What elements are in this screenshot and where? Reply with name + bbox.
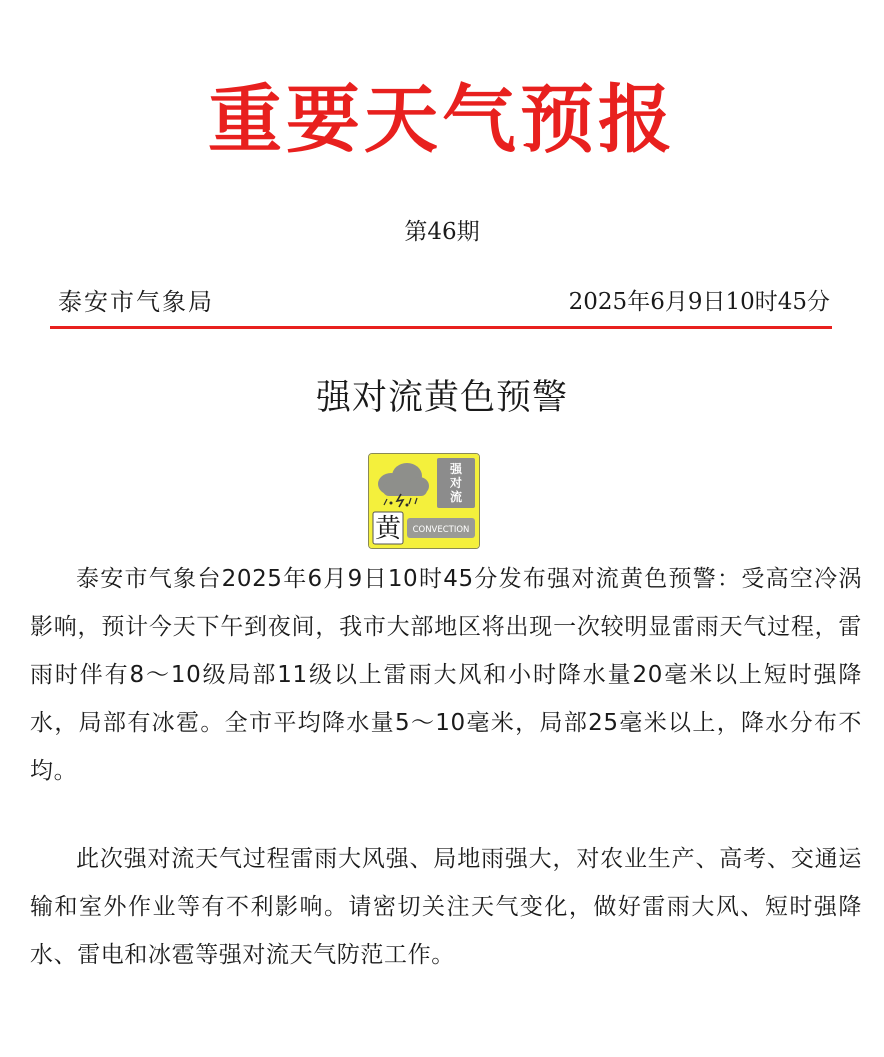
warning-body-paragraph-1: 泰安市气象台2025年6月9日10时45分发布强对流黄色预警：受高空冷涡影响，预计今天下午到夜间，我市大部地区将出现一次较明显雷雨天气过程，雷雨时伴有8～10级局部11级以上雷雨大风和小时降水量20毫米以上短时强降水，局部有冰雹。全市平均降水量5～10毫米，局部25毫米以上，降水分布不均。 <box>30 566 862 784</box>
badge-level-glyph: 黄 <box>374 514 402 544</box>
bulletin-masthead-title: 重要天气预报 <box>208 77 676 163</box>
issue-datetime: 2025年6月9日10时45分 <box>568 289 830 315</box>
convection-warning-yellow-icon <box>368 453 480 549</box>
badge-side-text: 强对流 <box>449 462 463 504</box>
issuing-agency: 泰安市气象局 <box>58 288 214 316</box>
warning-body-paragraph-2: 此次强对流天气过程雷雨大风强、局地雨强大，对农业生产、高考、交通运输和室外作业等有不利影响。请密切关注天气变化，做好雷雨大风、短时强降水、雷电和冰雹等强对流天气防范工作。 <box>30 846 862 968</box>
header-divider <box>50 326 832 329</box>
issue-number: 第46期 <box>404 219 480 245</box>
badge-english-label: CONVECTION <box>412 525 470 535</box>
warning-title: 强对流黄色预警 <box>315 378 568 418</box>
